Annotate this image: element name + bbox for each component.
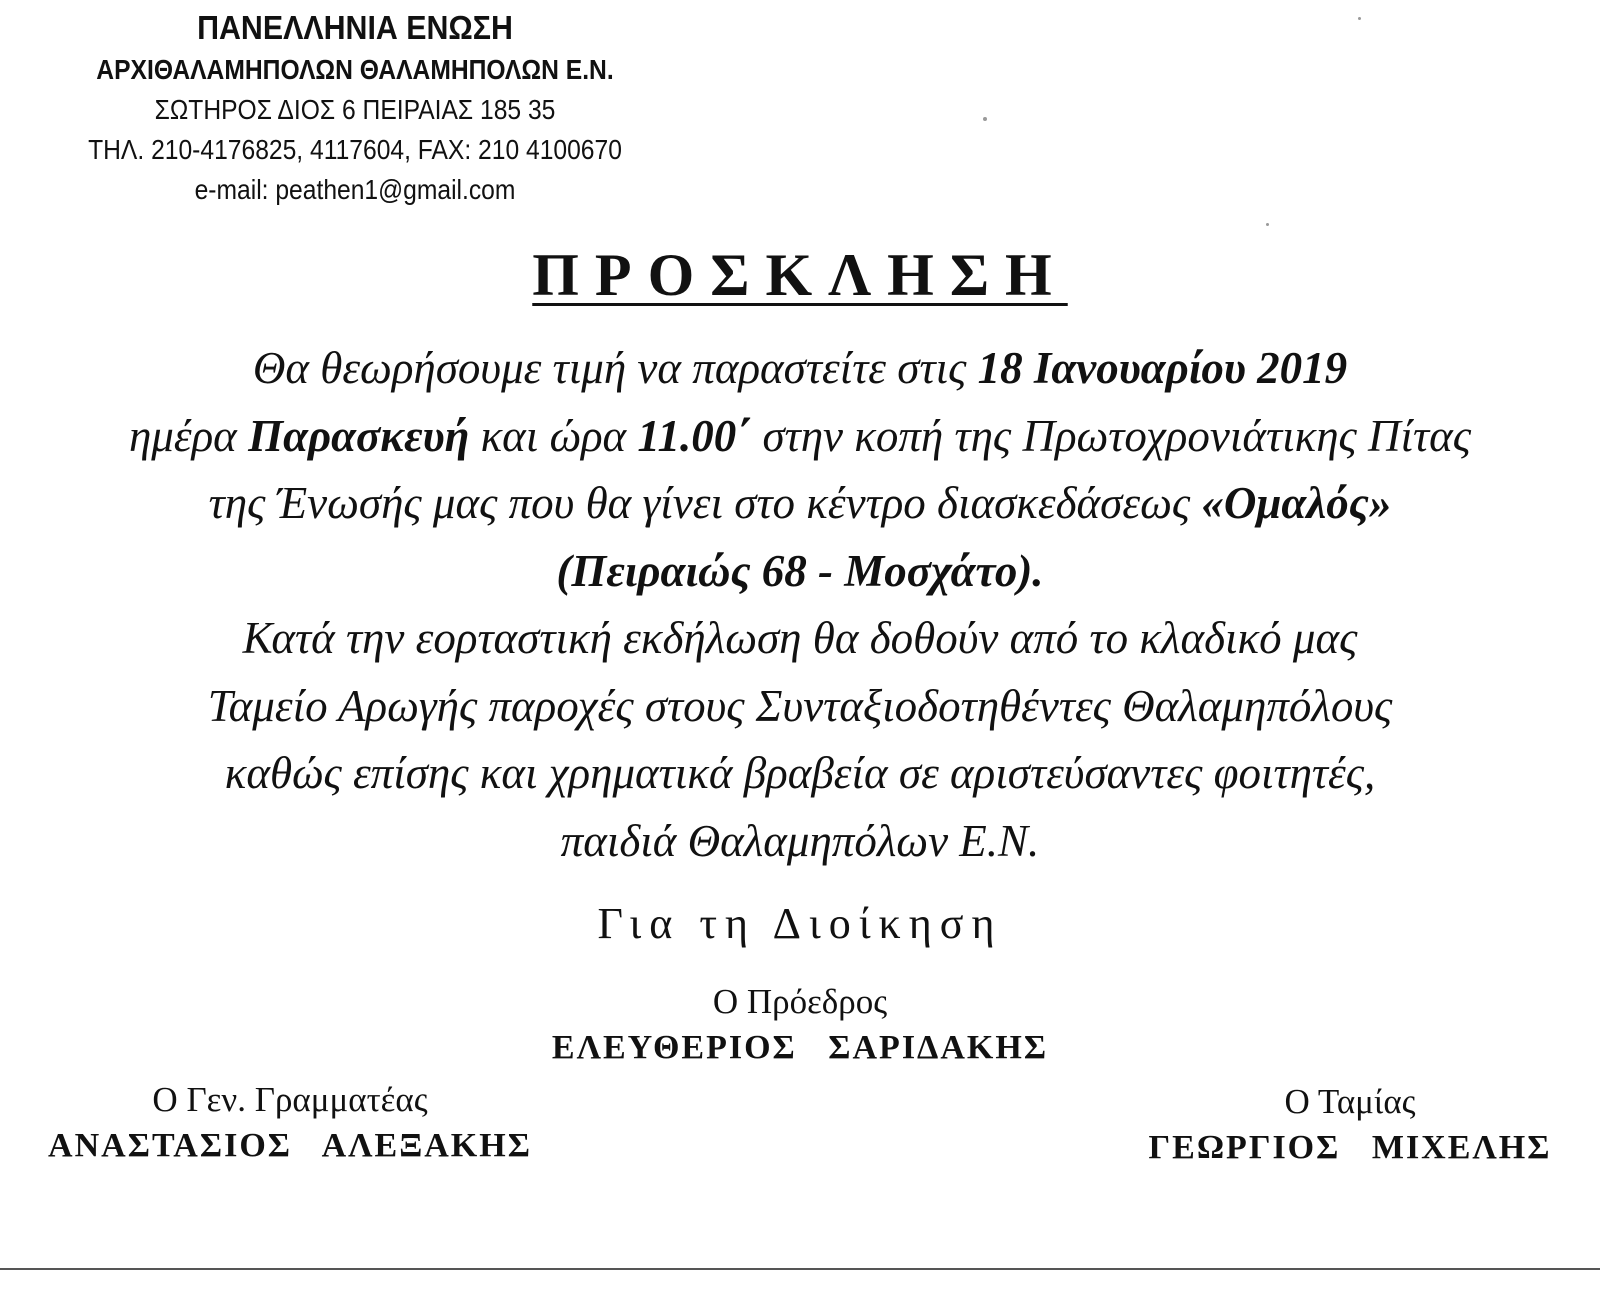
invitation-body — [0, 335, 1600, 875]
title-text: ΠΡΟΣΚΛΗΣΗ — [532, 242, 1068, 308]
president-name: ΕΛΕΥΘΕΡΙΟΣ ΣΑΡΙΔΑΚΗΣ — [551, 1029, 1049, 1066]
body-line: Ταμείο Αρωγής παροχές στους Συνταξιοδοτηθέντες Θαλαμηπόλους — [207, 680, 1393, 731]
organization-name: ΠΑΝΕΛΛΗΝΙΑ ΕΝΩΣΗ — [197, 9, 513, 46]
letterhead — [10, 6, 700, 210]
body-line: παιδιά Θαλαμηπόλων Ε.Ν. — [560, 815, 1040, 866]
address: ΣΩΤΗΡΟΣ ΔΙΟΣ 6 ΠΕΙΡΑΙΑΣ 185 35 — [154, 94, 556, 125]
secretary-signature-block — [20, 1078, 560, 1170]
scan-speck — [983, 117, 987, 121]
email: e-mail: peathen1@gmail.com — [194, 174, 516, 205]
body-text-span: της Ένωσής μας που θα γίνει στο κέντρο διασκεδάσεως — [208, 478, 1202, 528]
event-time: 11.00΄ — [637, 410, 752, 461]
president-signature-block — [0, 980, 1600, 1072]
treasurer-signature-block — [1120, 1080, 1580, 1172]
body-text-span: και ώρα — [469, 410, 638, 461]
body-text-span: ημέρα — [128, 410, 249, 461]
body-text-span: στην κοπή της Πρωτοχρονιάτικης Πίτας — [751, 410, 1472, 461]
secretary-role: Ο Γεν. Γραμματέας — [152, 1080, 428, 1119]
administration-heading: Για τη Διοίκηση — [597, 899, 1003, 948]
body-line: Κατά την εορταστική εκδήλωση θα δοθούν από το κλαδικό μας — [242, 613, 1358, 663]
body-text-span: Θα θεωρήσουμε τιμή να παραστείτε στις — [252, 343, 978, 393]
venue-name: «Ομαλός» — [1201, 478, 1392, 528]
event-day: Παρασκευή — [248, 410, 470, 461]
scan-speck — [1266, 223, 1269, 226]
secretary-name: ΑΝΑΣΤΑΣΙΟΣ ΑΛΕΞΑΚΗΣ — [48, 1127, 532, 1164]
treasurer-name: ΓΕΩΡΓΙΟΣ ΜΙΧΕΛΗΣ — [1148, 1129, 1552, 1166]
phone-fax: ΤΗΛ. 210-4176825, 4117604, FAX: 210 4100670 — [88, 134, 622, 165]
body-line — [0, 538, 1600, 606]
bottom-divider — [0, 1268, 1600, 1270]
scan-speck — [1358, 17, 1361, 20]
organization-subtitle: ΑΡΧΙΘΑΛΑΜΗΠΟΛΩΝ ΘΑΛΑΜΗΠΟΛΩΝ Ε.Ν. — [96, 54, 614, 85]
body-line — [0, 403, 1600, 471]
body-line: καθώς επίσης και χρηματικά βραβεία σε αριστεύσαντες φοιτητές, — [224, 748, 1376, 798]
treasurer-role: Ο Ταμίας — [1284, 1082, 1416, 1121]
venue-address: (Πειραιώς 68 - Μοσχάτο). — [556, 545, 1044, 596]
body-line — [0, 335, 1600, 403]
president-role: Ο Πρόεδρος — [712, 982, 888, 1021]
document-title — [0, 240, 1600, 310]
event-date: 18 Ιανουαρίου 2019 — [977, 343, 1348, 393]
body-line — [0, 470, 1600, 538]
